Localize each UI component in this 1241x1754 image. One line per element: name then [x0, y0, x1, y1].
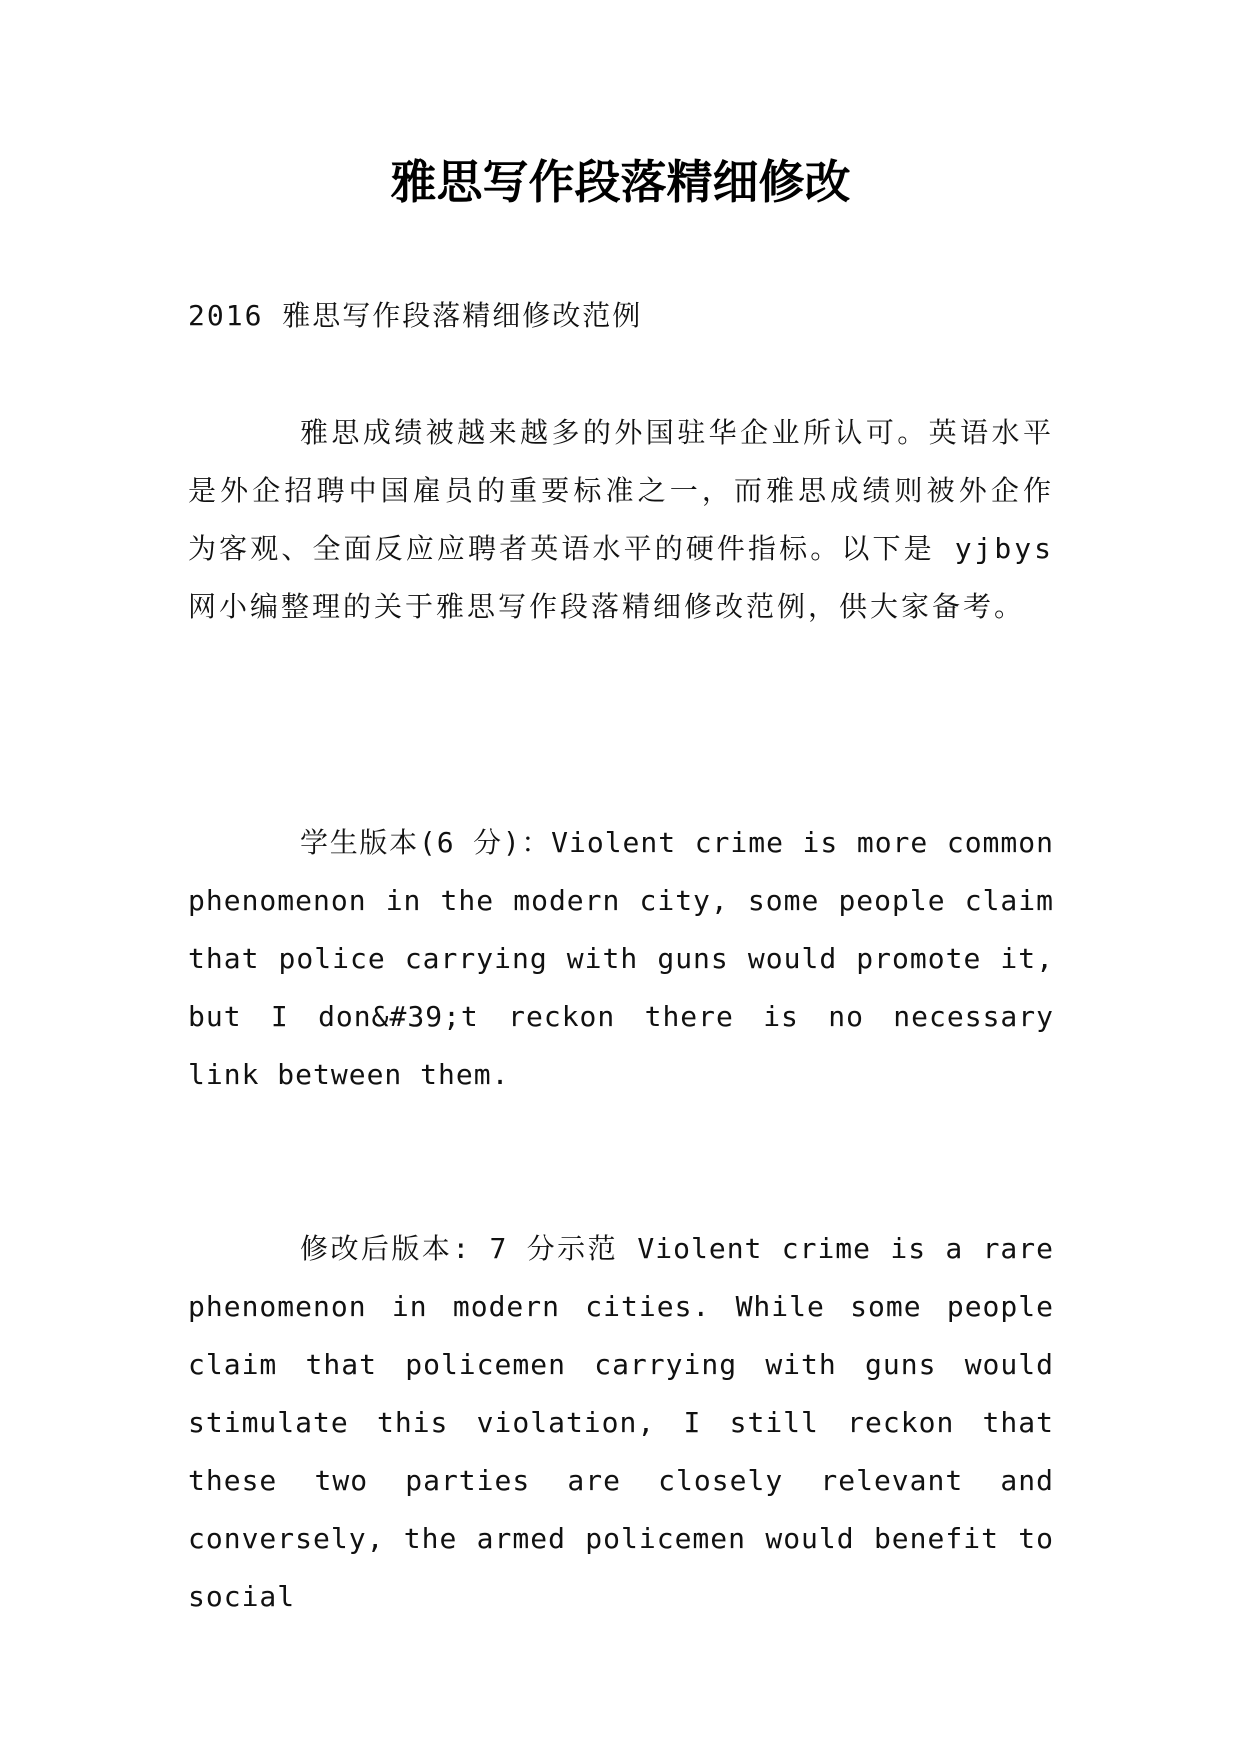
student-version-paragraph: 学生版本(6 分)：Violent crime is more common phenomenon in the modern city, some people claim that police carrying with guns would promote it, but I don&#39;t reckon there is no necessary link between them. — [188, 826, 1054, 1091]
document-subtitle: 2016 雅思写作段落精细修改范例 — [188, 299, 643, 332]
intro-paragraph: 雅思成绩被越来越多的外国驻华企业所认可。英语水平是外企招聘中国雇员的重要标准之一，而雅思成绩则被外企作为客观、全面反应应聘者英语水平的硬件指标。以下是 yjbys 网小编整理的关于雅思写作段落精细修改范例，供大家备考。 — [188, 416, 1054, 623]
revised-version-paragraph: 修改后版本: 7 分示范 Violent crime is a rare phenomenon in modern cities. While some people claim that policemen carrying with guns would stimulate this violation, I still reckon that these two parties are closely relevant and conversely, the armed policemen would benefit to social — [188, 1232, 1054, 1613]
page-title: 雅思写作段落精细修改 — [390, 155, 851, 209]
